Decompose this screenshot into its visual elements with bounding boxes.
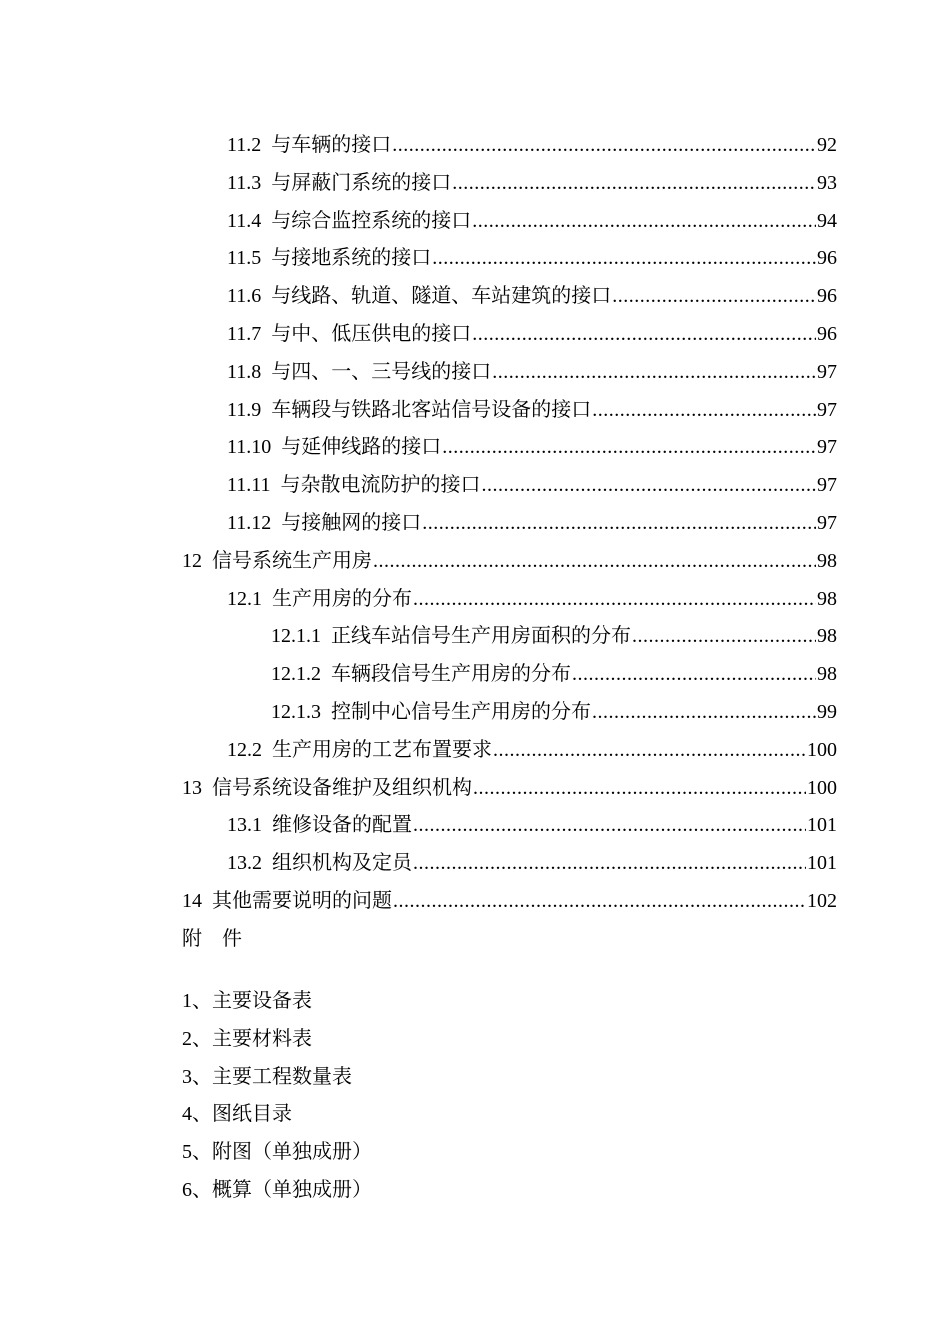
appendix-heading-char-2: 件 <box>222 926 242 950</box>
toc-entry-title: 车辆段与铁路北客站信号设备的接口 <box>271 396 592 421</box>
toc-entry[interactable] <box>0 164 950 202</box>
appendix-item-separator: 、 <box>192 1176 212 1201</box>
toc-entry[interactable] <box>0 693 950 731</box>
toc-entry[interactable] <box>0 126 950 164</box>
toc-page-number: 96 <box>817 247 837 270</box>
toc-page-number: 97 <box>817 474 837 497</box>
toc-entry-title: 信号系统生产用房 <box>212 547 372 572</box>
toc-entry-number: 11.11 <box>227 474 271 497</box>
toc-entry-number: 12.2 <box>227 738 262 761</box>
toc-entry-number: 13 <box>182 776 202 799</box>
toc-page-number: 98 <box>817 663 837 686</box>
toc-entry[interactable] <box>0 844 950 882</box>
toc-entry[interactable] <box>0 769 950 807</box>
appendix-item-number: 3 <box>182 1065 192 1088</box>
toc-entry-title: 与综合监控系统的接口 <box>271 207 472 232</box>
appendix-item-separator: 、 <box>192 1063 212 1088</box>
toc-entry-title: 与接地系统的接口 <box>271 245 432 270</box>
table-of-contents <box>0 126 950 920</box>
toc-page-number: 102 <box>807 889 837 912</box>
toc-dot-leader <box>592 392 816 430</box>
appendix-item-text: 图纸目录 <box>212 1101 292 1126</box>
appendix-item-text: 概算（单独成册） <box>212 1176 372 1201</box>
appendix-item <box>182 1058 372 1096</box>
toc-dot-leader <box>442 429 816 467</box>
toc-entry-title: 生产用房的分布 <box>272 585 412 610</box>
toc-page-number: 93 <box>817 171 837 194</box>
appendix-item-number: 2 <box>182 1027 192 1050</box>
appendix-item-number: 1 <box>182 990 192 1012</box>
toc-entry-title: 组织机构及定员 <box>272 850 412 875</box>
appendix-heading <box>182 920 242 958</box>
toc-entry-number: 12.1.3 <box>271 700 321 723</box>
appendix-list <box>182 982 372 1209</box>
toc-dot-leader <box>612 278 816 316</box>
toc-entry[interactable] <box>0 466 950 504</box>
toc-page-number: 97 <box>817 436 837 459</box>
toc-entry-title: 控制中心信号生产用房的分布 <box>331 698 591 723</box>
toc-page-number: 97 <box>817 398 837 421</box>
toc-entry-title: 与四、一、三号线的接口 <box>271 358 492 383</box>
toc-dot-leader <box>492 354 816 392</box>
toc-dot-leader <box>393 883 806 921</box>
toc-page-number: 96 <box>817 285 837 308</box>
toc-entry[interactable] <box>0 806 950 844</box>
appendix-item-separator: 、 <box>192 1025 212 1050</box>
toc-entry-number: 13.2 <box>227 852 262 875</box>
toc-dot-leader <box>392 127 816 165</box>
toc-page-number: 98 <box>817 549 837 572</box>
appendix-item-separator: 、 <box>192 1101 212 1126</box>
toc-entry-number: 11.2 <box>227 134 262 156</box>
appendix-item <box>182 1133 372 1171</box>
appendix-item <box>182 1171 372 1209</box>
toc-dot-leader <box>413 845 806 883</box>
appendix-item-text: 附图（单独成册） <box>212 1139 372 1164</box>
toc-entry-number: 12.1.2 <box>271 663 321 686</box>
toc-entry-title: 与接触网的接口 <box>281 509 422 534</box>
toc-entry-number: 12.1 <box>227 587 262 610</box>
toc-dot-leader <box>592 694 816 732</box>
appendix-item-text: 主要设备表 <box>212 988 312 1012</box>
appendix-item <box>182 1095 372 1133</box>
toc-entry-title: 信号系统设备维护及组织机构 <box>212 774 472 799</box>
toc-dot-leader <box>472 316 816 354</box>
toc-entry-title: 与线路、轨道、隧道、车站建筑的接口 <box>271 283 612 308</box>
appendix-item-number: 5 <box>182 1141 192 1164</box>
toc-dot-leader <box>373 543 816 581</box>
appendix-item-number: 4 <box>182 1103 192 1126</box>
toc-entry[interactable] <box>0 391 950 429</box>
appendix-item <box>182 982 372 1020</box>
toc-entry-title: 生产用房的工艺布置要求 <box>272 736 492 761</box>
toc-dot-leader <box>472 203 816 241</box>
toc-page-number: 92 <box>817 134 837 156</box>
toc-page-number: 94 <box>817 209 837 232</box>
toc-entry-number: 11.10 <box>227 436 272 459</box>
toc-dot-leader <box>572 656 816 694</box>
toc-dot-leader <box>482 467 816 505</box>
appendix-item-separator: 、 <box>192 988 212 1012</box>
toc-entry[interactable] <box>0 315 950 353</box>
toc-entry-number: 11.12 <box>227 511 272 534</box>
toc-dot-leader <box>432 240 816 278</box>
toc-entry-number: 11.8 <box>227 360 262 383</box>
toc-page-number: 101 <box>807 814 837 837</box>
toc-page-number: 99 <box>817 700 837 723</box>
toc-entry-title: 车辆段信号生产用房的分布 <box>331 661 571 686</box>
appendix-item-number: 6 <box>182 1178 192 1201</box>
toc-dot-leader <box>632 618 816 656</box>
toc-entry-number: 11.4 <box>227 209 262 232</box>
toc-entry-number: 13.1 <box>227 814 262 837</box>
toc-entry-title: 与屏蔽门系统的接口 <box>271 169 452 194</box>
toc-page-number: 101 <box>807 852 837 875</box>
toc-entry[interactable] <box>0 542 950 580</box>
toc-entry[interactable] <box>0 882 950 920</box>
toc-entry[interactable] <box>0 353 950 391</box>
toc-entry-number: 11.3 <box>227 171 262 194</box>
toc-entry-title: 维修设备的配置 <box>272 812 412 837</box>
toc-entry[interactable] <box>0 617 950 655</box>
toc-entry-title: 与中、低压供电的接口 <box>271 320 472 345</box>
toc-entry-number: 11.6 <box>227 285 262 308</box>
toc-page-number: 98 <box>817 625 837 648</box>
toc-page-number: 96 <box>817 322 837 345</box>
toc-entry-title: 与延伸线路的接口 <box>281 434 442 459</box>
toc-entry-number: 12 <box>182 549 202 572</box>
toc-dot-leader <box>493 732 806 770</box>
toc-entry[interactable] <box>0 655 950 693</box>
appendix-item-text: 主要工程数量表 <box>212 1063 352 1088</box>
toc-entry-title: 与杂散电流防护的接口 <box>280 472 481 497</box>
toc-entry[interactable] <box>0 239 950 277</box>
toc-dot-leader <box>413 807 806 845</box>
toc-entry[interactable] <box>0 202 950 240</box>
toc-entry-number: 12.1.1 <box>271 625 321 648</box>
toc-entry-number: 11.5 <box>227 247 262 270</box>
toc-entry-title: 与车辆的接口 <box>271 132 392 156</box>
toc-entry[interactable] <box>0 277 950 315</box>
toc-page-number: 100 <box>807 776 837 799</box>
appendix-heading-char-1: 附 <box>182 926 202 950</box>
toc-dot-leader <box>452 165 816 203</box>
toc-page-number: 97 <box>817 360 837 383</box>
appendix-item-text: 主要材料表 <box>212 1025 312 1050</box>
toc-entry[interactable] <box>0 428 950 466</box>
toc-entry-title: 其他需要说明的问题 <box>212 887 392 912</box>
toc-entry-number: 11.9 <box>227 398 262 421</box>
toc-dot-leader <box>422 505 816 543</box>
toc-page-number: 97 <box>817 511 837 534</box>
appendix-item <box>182 1020 372 1058</box>
appendix-item-separator: 、 <box>192 1139 212 1164</box>
toc-dot-leader <box>413 581 816 619</box>
toc-entry[interactable] <box>0 504 950 542</box>
toc-page-number: 100 <box>807 738 837 761</box>
toc-entry-title: 正线车站信号生产用房面积的分布 <box>331 623 631 648</box>
toc-entry-number: 11.7 <box>227 322 262 345</box>
toc-entry[interactable] <box>0 580 950 618</box>
toc-page-number: 98 <box>817 587 837 610</box>
toc-entry[interactable] <box>0 731 950 769</box>
toc-dot-leader <box>473 770 806 808</box>
toc-entry-number: 14 <box>182 889 202 912</box>
